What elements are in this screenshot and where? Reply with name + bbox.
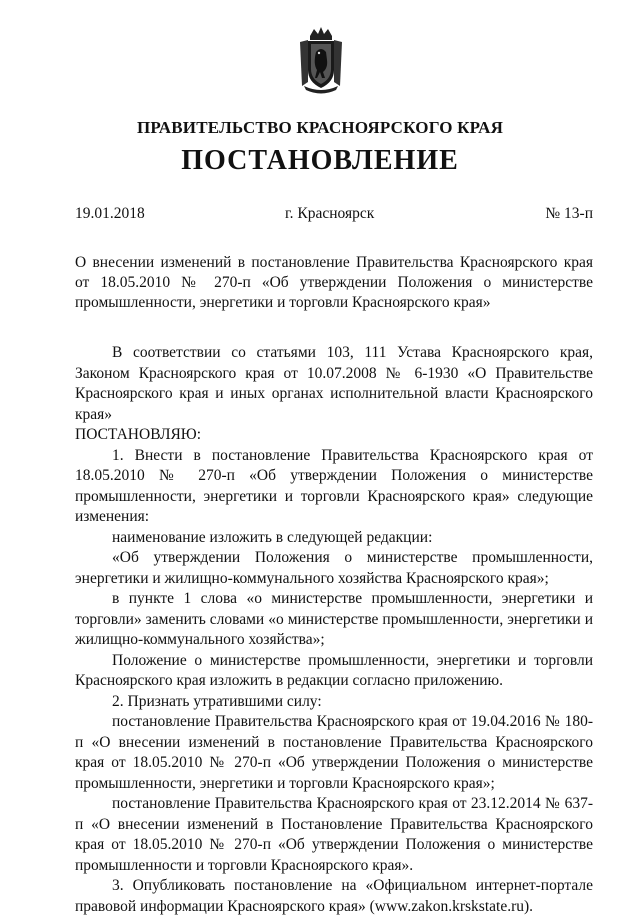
body-paragraph-repeal-2: постановление Правительства Красноярского края от 23.12.2014 № 637-п «О внесении изменений в Постановление Правительства Красноярского края от 18.05.2010 № 270-п «Об утверждении Положения о министерстве промышленности и торговли Красноярского края». <box>75 795 593 874</box>
document-subject: О внесении изменений в постановление Правительства Красноярского края от 18.05.2010 № 270-п «Об утверждении Положения о министерстве промышленности, энергетики и торговли Красноярского края» <box>75 254 593 311</box>
body-paragraph-item-1: 1. Внести в постановление Правительства Красноярского края от 18.05.2010 № 270-п «Об утверждении Положения о министерстве промышленности, энергетики и торговли Красноярского края» следующие изменения: <box>75 446 593 525</box>
government-title: ПРАВИТЕЛЬСТВО КРАСНОЯРСКОГО КРАЯ <box>136 118 504 137</box>
body-paragraph-regulation: Положение о министерстве промышленности, энергетики и торговли Красноярского края изложить в редакции согласно приложению. <box>75 651 593 689</box>
body-paragraph-preamble: В соответствии со статьями 103, 111 Устава Красноярского края, Законом Красноярского края от 10.07.2008 № 6-1930 «О Правительстве Красноярского края и иных органах исполнительной власти Красноярского края» <box>75 344 593 423</box>
document-type: ПОСТАНОВЛЕНИЕ <box>181 145 459 176</box>
document-city: г. Красноярск <box>285 205 375 222</box>
body-paragraph-clause-1: в пункте 1 слова «о министерстве промышленности, энергетики и торговли» заменить словами «о министерстве промышленности, энергетики и жилищно-коммунального хозяйства»; <box>75 590 593 648</box>
body-paragraph-new-name: «Об утверждении Положения о министерстве промышленности, энергетики и жилищно-коммунального хозяйства Красноярского края»; <box>75 549 593 587</box>
krasnoyarsk-coat-of-arms-icon <box>296 26 346 94</box>
body-paragraph-repeal-1: постановление Правительства Красноярского края от 19.04.2016 № 180-п «О внесении изменений в постановление Правительства Красноярского края от 18.05.2010 № 270-п «Об утверждении Положения о министерстве промышленности, энергетики и торговли Красноярского края»; <box>75 713 593 792</box>
body-paragraph-item-3: 3. Опубликовать постановление на «Официальном интернет-портале правовой информации Красноярского края» (www.zakon.krskstate.ru). <box>75 877 593 915</box>
document-date: 19.01.2018 <box>75 205 145 222</box>
body-paragraph-rename: наименование изложить в следующей редакции: <box>112 528 433 546</box>
body-paragraph-item-2: 2. Признать утратившими силу: <box>112 692 322 710</box>
document-number: № 13-п <box>545 205 593 222</box>
document-body <box>75 343 593 917</box>
document-meta <box>75 205 593 225</box>
body-paragraph-resolve: ПОСТАНОВЛЯЮ: <box>75 426 202 443</box>
